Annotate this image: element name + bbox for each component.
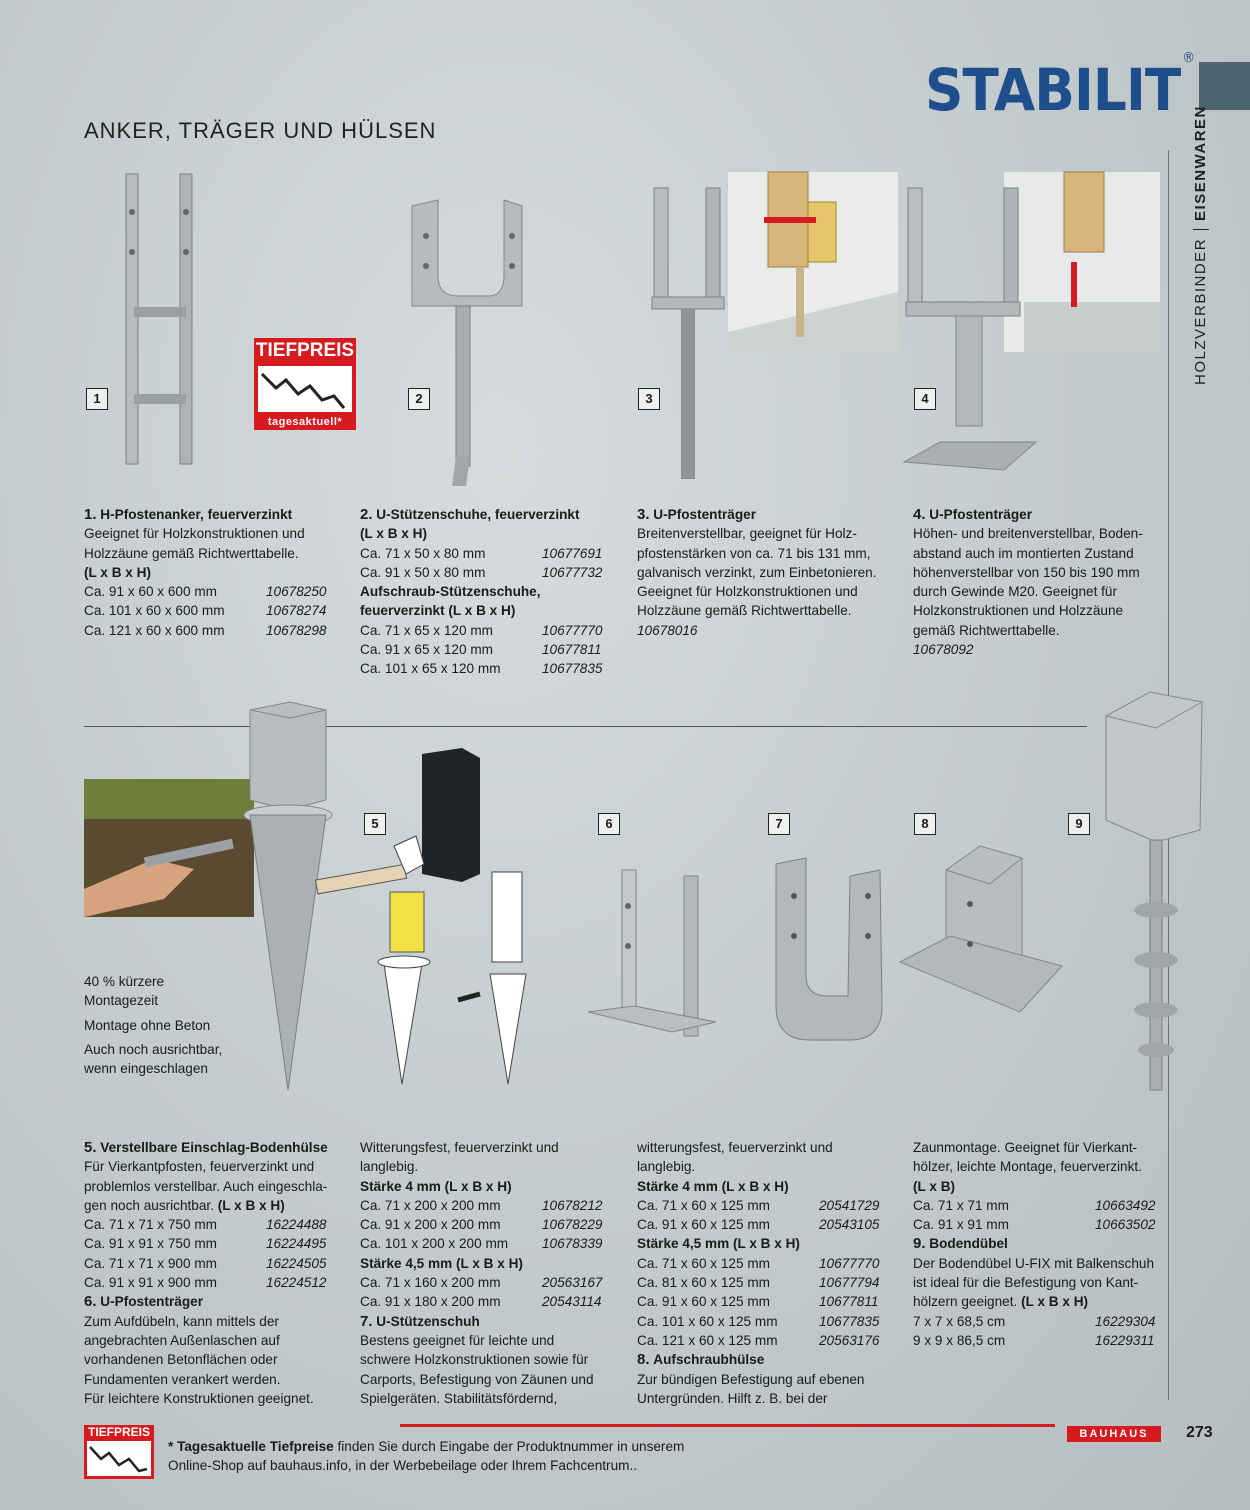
image-number-3: 3: [638, 388, 660, 410]
footer-red-rule: [400, 1424, 1055, 1427]
section-tab: [1199, 62, 1250, 110]
footer-note: * Tagesaktuelle Tiefpreise finden Sie durch Eingabe der Produktnummer in unserem Online-Shop auf bauhaus.info, in der Werbebeilage oder Ihrem Fachcentrum..: [168, 1439, 685, 1473]
tiefpreis-badge: TIEFPREIS tagesaktuell*: [255, 340, 355, 428]
feature-callouts: 40 % kürzere Montagezeit Montage ohne Beton Auch noch ausrichtbar, wenn eingeschlagen: [84, 974, 223, 1077]
product-2-image: [408, 196, 528, 496]
product-3-info: 3. U-Pfostenträger Breitenverstellbar, geeignet für Holz- pfostenstärken von ca. 71 bis 131 mm, galvanisch verzinkt, zum Einbetonieren. Geeignet für Holzkonstruktionen und Holzzäune gemäß Richtwerttabelle. 10678016: [637, 506, 877, 638]
product-9-image: [1100, 690, 1204, 1100]
product-5-info: 5. Verstellbare Einschlag-Bodenhülse Für Vierkantpfosten, feuerverzinkt und problemlos verstellbar. Auch eingeschla- gen noch ausrichtbar. (L x B x H) Ca. 71 x 71 x 750 mm 16224488 Ca. 91 x 91 x 750 mm 16224495 Ca. 71 x 71 x 900 mm 16224505 Ca. 91 x 91 x 900 mm 16224512 6. U-Pfostenträger Zum Aufdübeln, kann mittels der angebrachten Außenlaschen auf vorhandenen Betonflächen oder Fundamenten verankert werden. Für leichtere Konstruktionen geeignet.: [84, 1139, 328, 1406]
page-title: ANKER, TRÄGER UND HÜLSEN: [84, 118, 437, 143]
product-6-image: [586, 866, 718, 1046]
footer-tiefpreis-badge: TIEFPREIS: [84, 1425, 154, 1479]
product-1-image: [120, 172, 210, 472]
price-down-chart-icon: [258, 366, 352, 412]
image-number-9: 9: [1068, 813, 1090, 835]
product-8-9-info: Zaunmontage. Geeignet für Vierkant- hölzer, leichte Montage, feuerverzinkt. (L x B) Ca. 71 x 71 mm 10663492 Ca. 91 x 91 mm 10663502 9. Bodendübel Der Bodendübel U-FIX mit Balkenschuh ist ideal für die Befestigung von Kant- hölzern geeignet. (L x B x H) 7 x 7 x 68,5 cm 16229304 9 x 9 x 86,5 cm 16229311: [913, 1140, 1156, 1348]
footer-price-down-icon: [87, 1441, 151, 1476]
product-5-instructions: [312, 744, 562, 1084]
image-number-2: 2: [408, 388, 430, 410]
product-4-info: 4. U-Pfostenträger Höhen- und breitenverstellbar, Boden- abstand auch im montierten Zustand höhenverstellbar von 150 bis 190 mm durch Gewinde M20. Geeignet für Holzkonstruktionen und Holzzäune gemäß Richtwerttabelle. 10678092: [913, 506, 1143, 658]
image-number-4: 4: [914, 388, 936, 410]
image-number-7: 7: [768, 813, 790, 835]
stabilit-logo: STABILIT ®: [925, 49, 1195, 124]
product-5-photo: [84, 779, 254, 917]
product-7-image: [770, 856, 886, 1046]
image-number-6: 6: [598, 813, 620, 835]
bauhaus-logo: BAUHAUS: [1067, 1426, 1161, 1442]
image-number-8: 8: [914, 813, 936, 835]
page-number: 273: [1186, 1424, 1213, 1441]
image-number-1: 1: [86, 388, 108, 410]
side-section-label: HOLZVERBINDEREISENWAREN: [1192, 105, 1209, 385]
product-3-image: [648, 172, 898, 482]
product-8-image: [900, 844, 1064, 1014]
product-7-8-info: witterungsfest, feuerverzinkt und langlebig. Stärke 4 mm (L x B x H) Ca. 71 x 60 x 125 mm 20541729 Ca. 91 x 60 x 125 mm 20543105 Stärke 4,5 mm (L x B x H) Ca. 71 x 60 x 125 mm 10677770 Ca. 81 x 60 x 125 mm 10677794 Ca. 91 x 60 x 125 mm 10677811 Ca. 101 x 60 x 125 mm 10677835 Ca. 121 x 60 x 125 mm 20563176 8. Aufschraubhülse Zur bündigen Befestigung auf ebenen Untergründen. Hilft z. B. bei der: [637, 1140, 880, 1406]
product-6-7-info: Witterungsfest, feuerverzinkt und langlebig. Stärke 4 mm (L x B x H) Ca. 71 x 200 x 200 mm 10678212 Ca. 91 x 200 x 200 mm 10678229 Ca. 101 x 200 x 200 mm 10678339 Stärke 4,5 mm (L x B x H) Ca. 71 x 160 x 200 mm 20563167 Ca. 91 x 180 x 200 mm 20543114 7. U-Stützenschuh Bestens geeignet für leichte und schwere Holzkonstruktionen sowie für Carports, Befestigung von Zäunen und Spielgeräten. Stabilitätsfördernd,: [360, 1140, 603, 1406]
product-4-image: [904, 172, 1160, 482]
product-2-info: 2. U-Stützenschuhe, feuerverzinkt (L x B x H) Ca. 71 x 50 x 80 mm 10677691 Ca. 91 x 50 x 80 mm 10677732 Aufschraub-Stützenschuhe, feuerverzinkt (L x B x H) Ca. 71 x 65 x 120 mm 10677770 Ca. 91 x 65 x 120 mm 10677811 Ca. 101 x 65 x 120 mm 10677835: [360, 506, 603, 677]
product-1-info: 1. H-Pfostenanker, feuerverzinkt Geeignet für Holzkonstruktionen und Holzzäune gemäß Richtwerttabelle. (L x B x H) Ca. 91 x 60 x 600 mm 10678250 Ca. 101 x 60 x 600 mm 10678274 Ca. 121 x 60 x 600 mm 10678298: [84, 506, 327, 638]
image-number-5: 5: [364, 813, 386, 835]
